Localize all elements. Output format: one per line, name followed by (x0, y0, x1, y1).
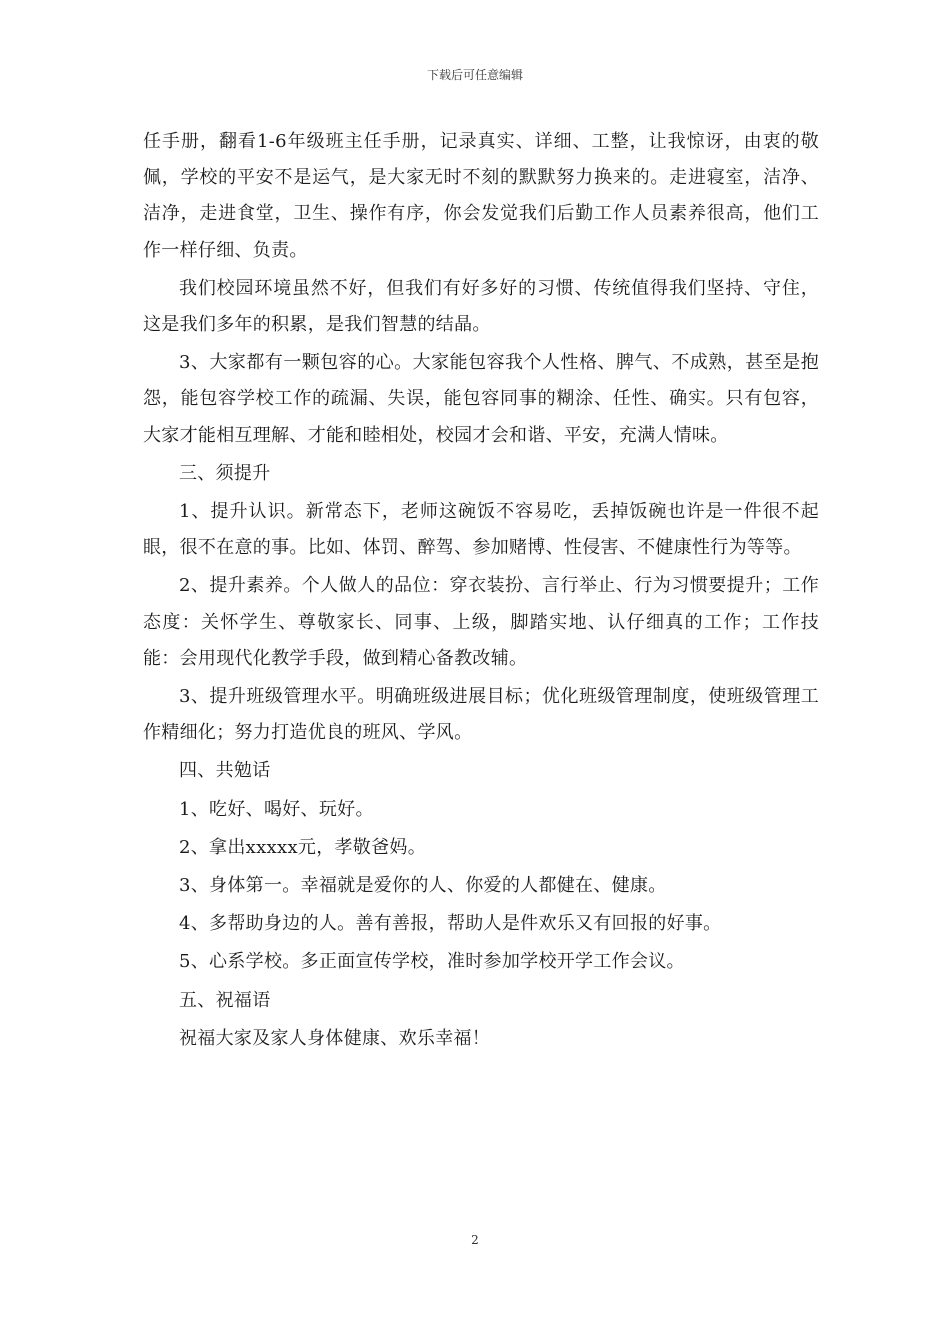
list-item-help-others: 4、多帮助身边的人。善有善报，帮助人是件欢乐又有回报的好事。 (179, 913, 722, 935)
page-header: 下载后可任意编辑 (426, 68, 523, 82)
section-heading-blessings: 五、祝福语 (179, 989, 271, 1011)
paragraph-campus-habits: 我们校园环境虽然不好，但我们有好多好的习惯、传统值得我们坚持、守住，这是我们多年的积累，是我们智慧的结晶。 (143, 277, 819, 336)
paragraph-improve-quality: 2、提升素养。个人做人的品位：穿衣装扮、言行举止、行为习惯要提升；工作态度：关怀学生、尊敬家长、同事、上级，脚踏实地、认仔细真的工作；工作技能：会用现代化教学手段，做到精心备教改辅。 (143, 575, 819, 669)
section-heading-improve: 三、须提升 (179, 462, 271, 484)
list-item-honor-parents: 2、拿出xxxxx元，孝敬爸妈。 (179, 836, 427, 858)
paragraph-improve-awareness: 1、提升认识。新常态下，老师这碗饭不容易吃，丢掉饭碗也许是一件很不起眼，很不在意的事。比如、体罚、醉驾、参加赌博、性侵害、不健康性行为等等。 (143, 501, 819, 559)
paragraph-blessing: 祝福大家及家人身体健康、欢乐幸福！ (179, 1027, 491, 1049)
list-item-health-first: 3、身体第一。幸福就是爱你的人、你爱的人都健在、健康。 (179, 875, 667, 897)
page-number: 2 (471, 1233, 479, 1247)
paragraph-continued: 任手册，翻看1-6年级班主任手册，记录真实、详细、工整，让我惊讶，由衷的敬佩，学校的平安不是运气，是大家无时不刻的默默努力换来的。走进寝室，洁净、洁净，走进食堂，卫生、操作有序，你会发觉我们后勤工作人员素养很高，他们工作一样仔细、负责。 (143, 131, 819, 261)
section-heading-encouragement: 四、共勉话 (179, 760, 271, 782)
document-body (143, 124, 819, 1057)
list-item-eat-well: 1、吃好、喝好、玩好。 (179, 798, 374, 820)
paragraph-tolerance: 3、大家都有一颗包容的心。大家能包容我个人性格、脾气、不成熟，甚至是抱怨，能包容学校工作的疏漏、失误，能包容同事的糊涂、任性、确实。只有包容，大家才能相互理解、才能和睦相处，校园才会和谐、平安，充满人情味。 (143, 352, 819, 446)
paragraph-improve-class-management: 3、提升班级管理水平。明确班级进展目标；优化班级管理制度，使班级管理工作精细化；努力打造优良的班风、学风。 (143, 686, 819, 744)
list-item-care-school: 5、心系学校。多正面宣传学校，准时参加学校开学工作会议。 (179, 951, 685, 973)
